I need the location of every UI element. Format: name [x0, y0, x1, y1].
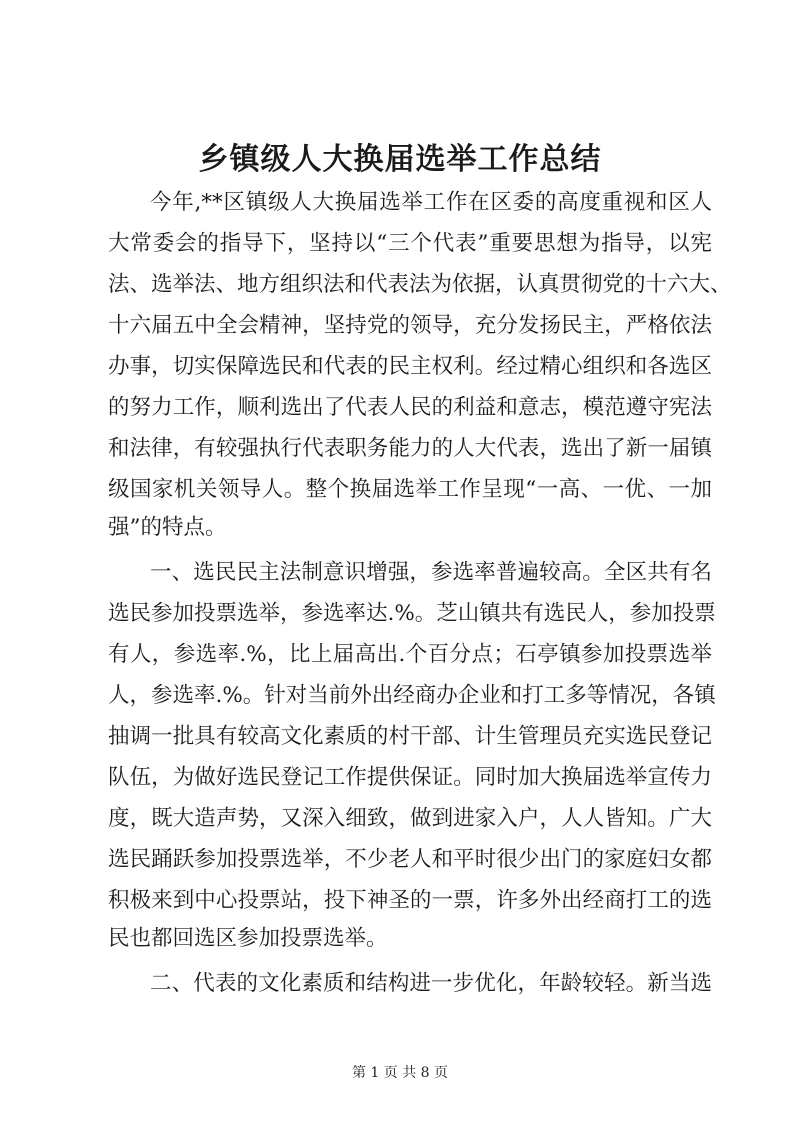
paragraph-line: 和法律，有较强执行代表职务能力的人大代表，选出了新一届镇: [108, 436, 712, 461]
page-footer: 第 1 页 共 8 页: [351, 1065, 449, 1081]
paragraph-line: 度，既大造声势，又深入细致，做到进家入户，人人皆知。广大: [108, 806, 712, 831]
paragraph-line: 人，参选率.%。针对当前外出经商办企业和打工多等情况，各镇: [108, 683, 716, 708]
paragraph-line: 抽调一批具有较高文化素质的村干部、计生管理员充实选民登记: [108, 724, 712, 749]
paragraph-line: 积极来到中心投票站，投下神圣的一票，许多外出经商打工的选: [108, 888, 712, 913]
paragraph-line: 队伍，为做好选民登记工作提供保证。同时加大换届选举宣传力: [108, 765, 712, 790]
paragraph-line: 的努力工作，顺利选出了代表人民的利益和意志，模范遵守宪法: [108, 395, 712, 420]
paragraph-line: 有人，参选率.%，比上届高出.个百分点；石亭镇参加投票选举: [108, 642, 712, 667]
paragraph-line: 二、代表的文化素质和结构进一步优化，年龄较轻。新当选: [150, 971, 712, 996]
document-title: 乡镇级人大换届选举工作总结: [198, 142, 602, 177]
paragraph-line: 十六届五中全会精神，坚持党的领导，充分发扬民主，严格依法: [108, 313, 712, 338]
paragraph-line: 办事，切实保障选民和代表的民主权利。经过精心组织和各选区: [108, 354, 712, 379]
paragraph-line: 选民参加投票选举，参选率达.%。芝山镇共有选民人，参加投票: [108, 601, 716, 626]
paragraph-line: 法、选举法、地方组织法和代表法为依据，认真贯彻党的十六大、: [108, 272, 732, 297]
paragraph-line: 级国家机关领导人。整个换届选举工作呈现“一高、一优、一加: [108, 477, 712, 502]
paragraph-line: 选民踊跃参加投票选举，不少老人和平时很少出门的家庭妇女都: [108, 847, 712, 872]
paragraph-line: 大常委会的指导下，坚持以“三个代表”重要思想为指导，以宪: [108, 231, 712, 256]
paragraph-line: 一、选民民主法制意识增强，参选率普遍较高。全区共有名: [150, 560, 712, 585]
paragraph-line: 民也都回选区参加投票选举。: [108, 926, 388, 951]
paragraph-line: 强”的特点。: [108, 515, 227, 540]
paragraph-line: 今年,**区镇级人大换届选举工作在区委的高度重视和区人: [150, 190, 712, 215]
